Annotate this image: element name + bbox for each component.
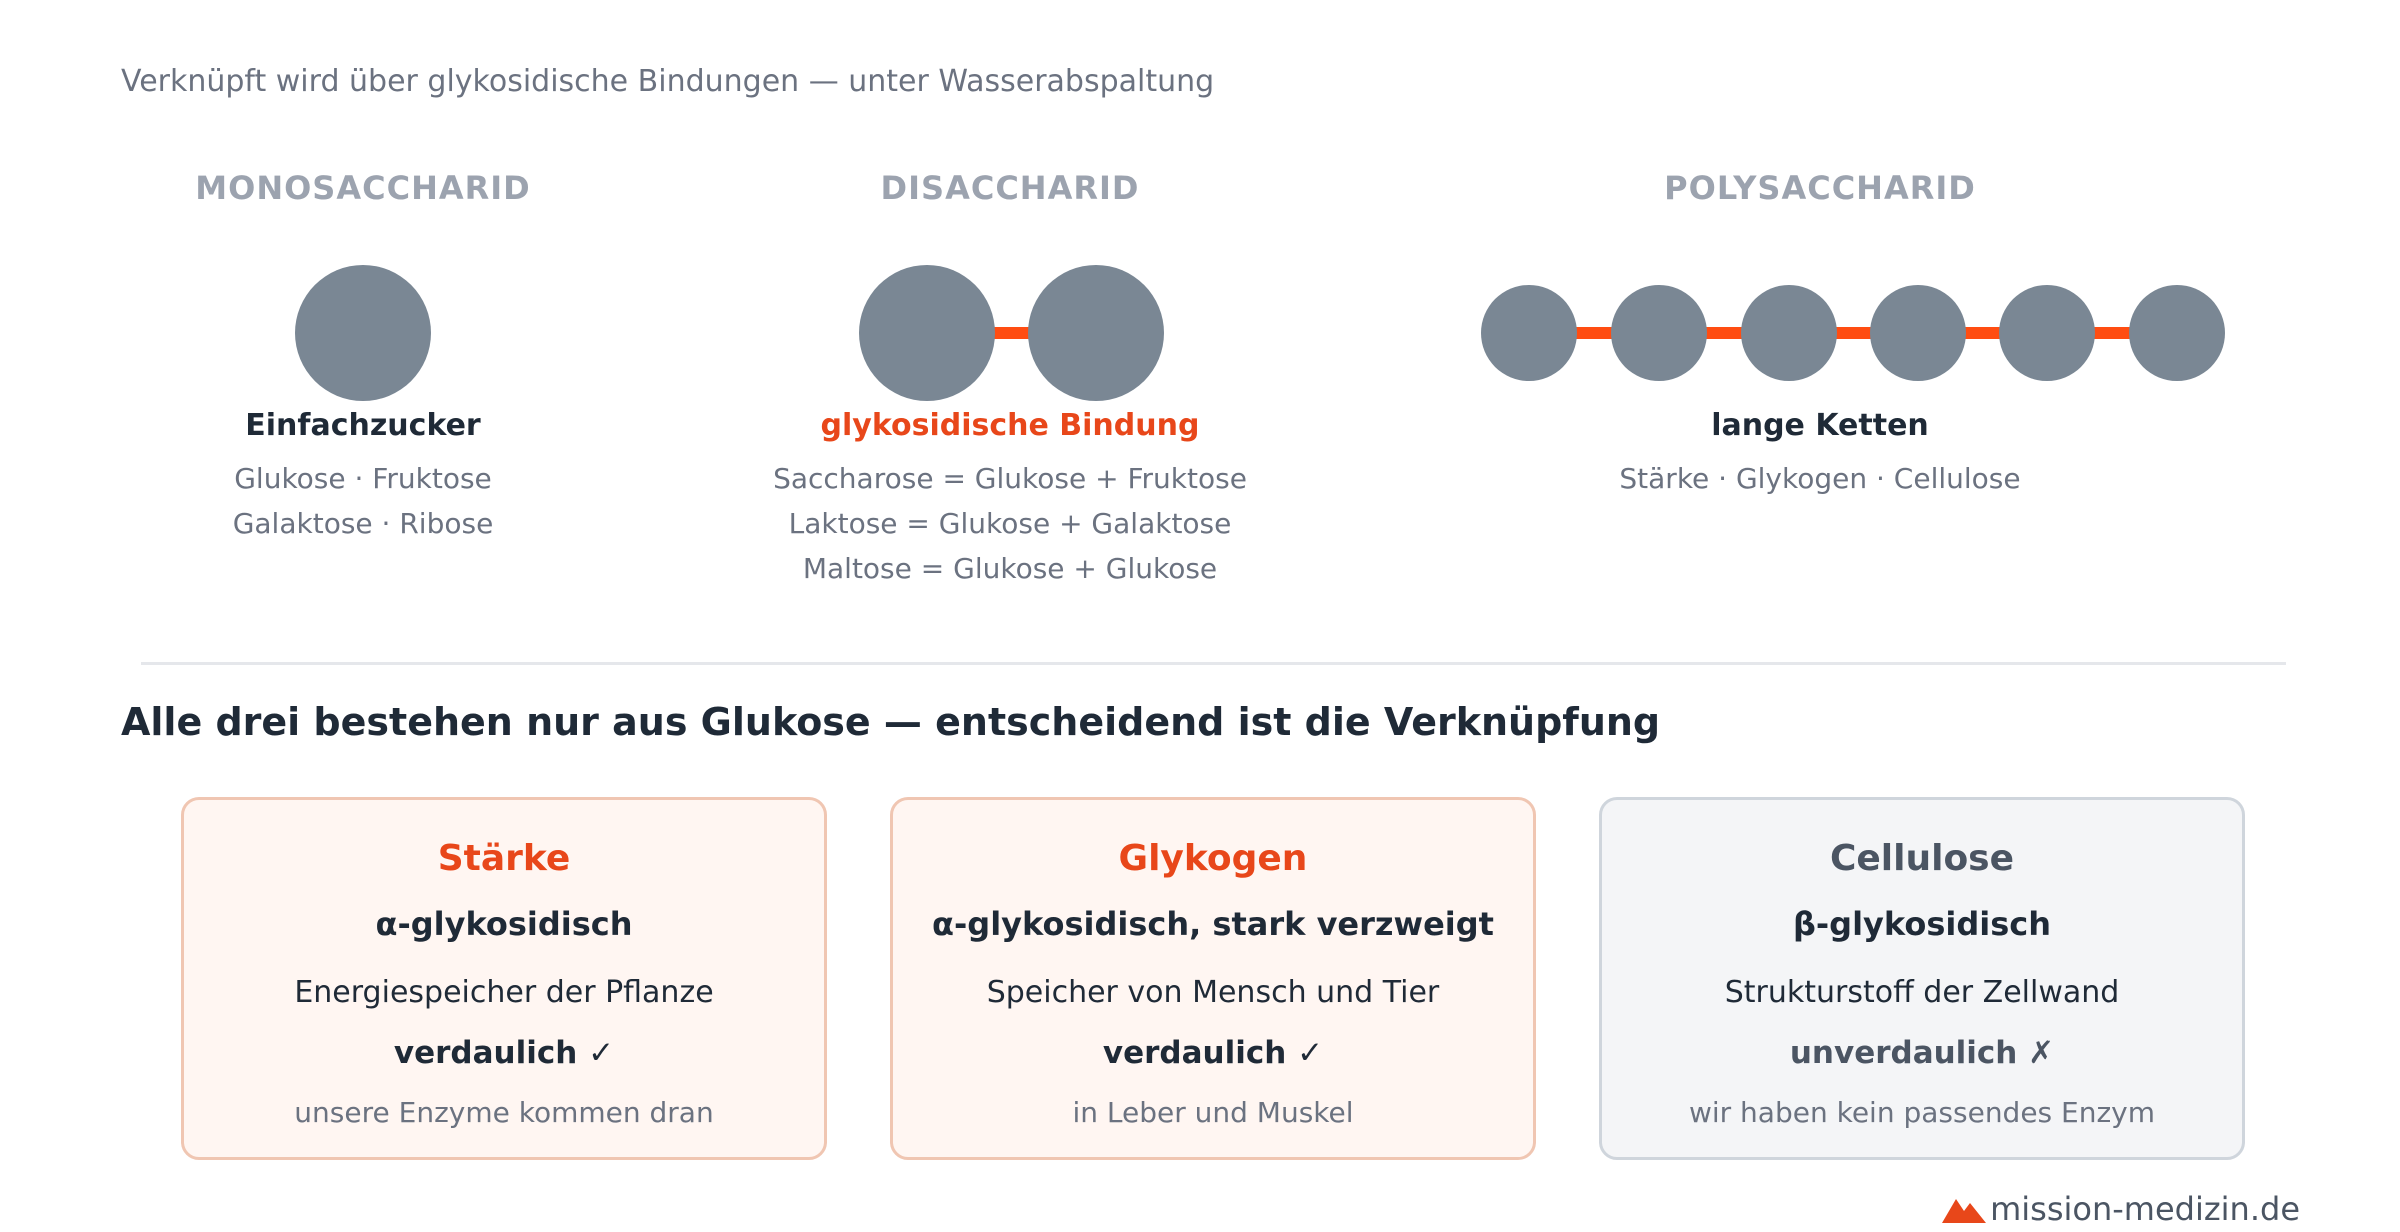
card-note: in Leber und Muskel <box>1072 1096 1354 1129</box>
card-bond-type: β-glykosidisch <box>1792 905 2051 943</box>
card-role: Energiespeicher der Pflanze <box>294 975 714 1010</box>
glucose-unit <box>1999 285 2095 381</box>
glucose-unit <box>1611 285 1707 381</box>
section-divider <box>141 662 2286 665</box>
glucose-unit <box>1481 285 1577 381</box>
monosaccharide-group <box>195 169 530 540</box>
group-example: Laktose = Glukose + Galaktose <box>788 507 1232 540</box>
group-heading: POLYSACCHARID <box>1664 169 1976 207</box>
glucose-unit <box>1028 265 1164 401</box>
card-digestibility: verdaulich ✓ <box>1102 1035 1324 1071</box>
group-name: glykosidische Bindung <box>820 408 1200 443</box>
group-heading: DISACCHARID <box>880 169 1140 207</box>
group-example: Glukose · Fruktose <box>234 462 492 495</box>
group-example: Galaktose · Ribose <box>232 507 494 540</box>
subtitle: Verknüpft wird über glykosidische Bindungen — unter Wasserabspaltung <box>121 64 1215 99</box>
section-title: Alle drei bestehen nur aus Glukose — entscheidend ist die Verknüpfung <box>121 700 1661 744</box>
group-example: Saccharose = Glukose + Fruktose <box>773 462 1247 495</box>
brand-text: mission-medizin.de <box>1990 1190 2300 1228</box>
group-heading: MONOSACCHARID <box>195 169 531 207</box>
card-digestibility: unverdaulich ✗ <box>1789 1035 2055 1071</box>
glucose-unit <box>295 265 431 401</box>
card-digestibility: verdaulich ✓ <box>393 1035 615 1071</box>
brand-link[interactable] <box>1942 1190 2300 1228</box>
card-role: Speicher von Mensch und Tier <box>986 975 1440 1010</box>
glucose-unit <box>2129 285 2225 381</box>
card-title: Stärke <box>437 838 571 879</box>
group-name: lange Ketten <box>1711 408 1929 443</box>
group-name: Einfachzucker <box>245 408 481 443</box>
disaccharide-group <box>773 169 1247 585</box>
card-staerke <box>181 797 827 1160</box>
card-title: Cellulose <box>1829 838 2015 879</box>
group-example: Maltose = Glukose + Glukose <box>802 552 1218 585</box>
glucose-unit <box>859 265 995 401</box>
card-glykogen <box>890 797 1536 1160</box>
card-role: Strukturstoff der Zellwand <box>1724 975 2120 1010</box>
card-title: Glykogen <box>1118 838 1308 879</box>
group-example: Stärke · Glykogen · Cellulose <box>1619 462 2021 495</box>
glucose-unit <box>1870 285 1966 381</box>
card-bond-type: α-glykosidisch <box>375 905 633 943</box>
card-bond-type: α-glykosidisch, stark verzweigt <box>932 905 1494 943</box>
card-note: wir haben kein passendes Enzym <box>1688 1096 2156 1129</box>
card-cellulose <box>1599 797 2245 1160</box>
polysaccharide-group <box>1481 169 2225 495</box>
mountain-logo-icon <box>1942 1195 1986 1223</box>
card-note: unsere Enzyme kommen dran <box>294 1096 714 1129</box>
glucose-unit <box>1741 285 1837 381</box>
